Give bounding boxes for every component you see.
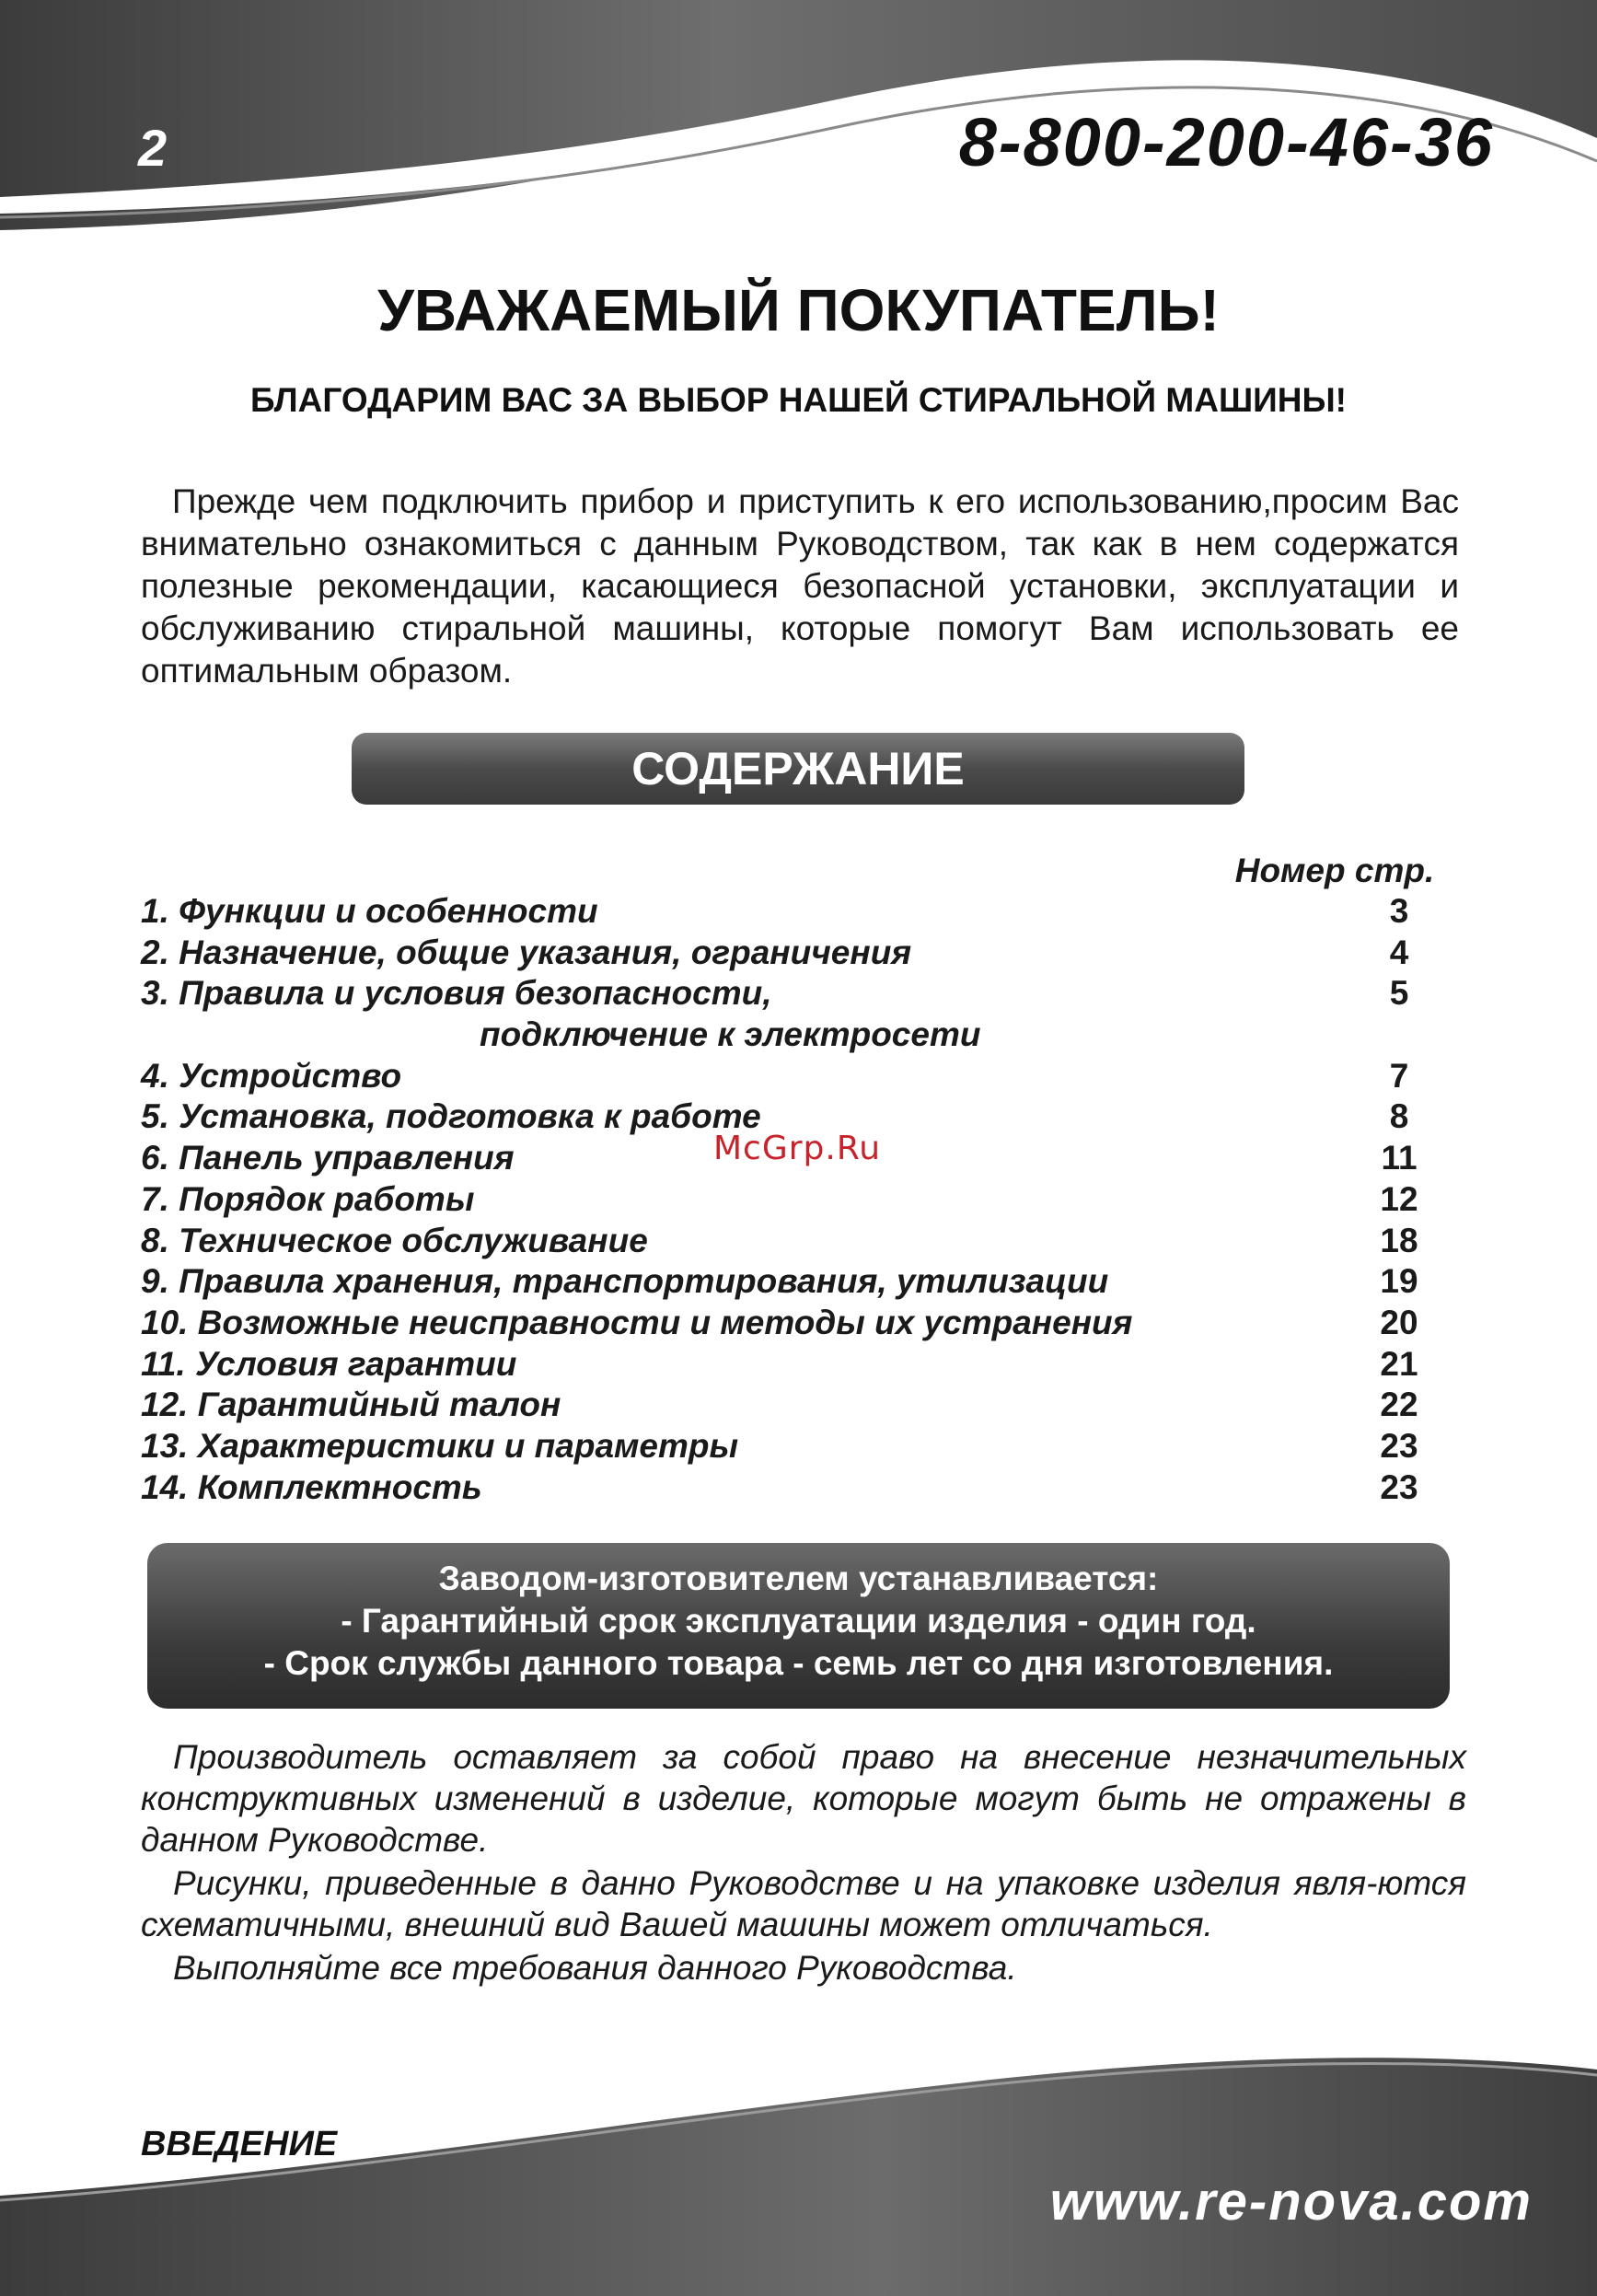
toc-item[interactable]: [141, 1385, 1466, 1426]
notice-line: - Срок службы данного товара - семь лет со дня изготовления.: [263, 1644, 1334, 1682]
toc-item-title: 7. Порядок работы: [141, 1179, 475, 1218]
toc-item-page: 19: [1380, 1262, 1418, 1301]
toc-item-title: 4. Устройство: [141, 1056, 402, 1095]
warranty-notice: [147, 1543, 1450, 1709]
toc-item-page: 8: [1389, 1097, 1409, 1136]
toc-item-page: 22: [1380, 1386, 1418, 1424]
toc-item-title: 5. Установка, подготовка к работе: [141, 1097, 761, 1136]
website-link[interactable]: www.re-nova.com: [1049, 2172, 1533, 2232]
toc-item-title: 6. Панель управления: [141, 1139, 515, 1177]
toc-item[interactable]: [141, 1261, 1466, 1303]
toc-item[interactable]: [141, 891, 1466, 933]
toc-item-page: 20: [1380, 1303, 1418, 1341]
toc-item-page: 11: [1381, 1139, 1418, 1177]
notice-line: - Гарантийный срок эксплуатации изделия - один год.: [341, 1602, 1256, 1640]
hotline-phone: 8-800-200-46-36: [958, 104, 1494, 180]
disclaimer-paragraph: Выполняйте все требования данного Руководства.: [173, 1949, 1017, 1987]
toc-item[interactable]: [141, 973, 1466, 1015]
toc-item-page: 7: [1389, 1056, 1409, 1095]
disclaimer: [141, 1736, 1466, 1990]
toc-page-column-label: Номер стр.: [1234, 852, 1435, 889]
toc-item[interactable]: [141, 1221, 1466, 1262]
toc-item[interactable]: [141, 1179, 1466, 1221]
toc-item-title: 14. Комплектность: [141, 1467, 482, 1506]
toc-item-page: 23: [1380, 1426, 1418, 1465]
toc-item-title: 12. Гарантийный талон: [141, 1386, 561, 1424]
toc-item-title: 11. Условия гарантии: [141, 1344, 517, 1383]
toc-item-page: 3: [1389, 892, 1409, 930]
toc-item-title: 2. Назначение, общие указания, ограничения: [141, 933, 912, 971]
toc-item-page: 23: [1380, 1467, 1418, 1506]
toc-item-title: 8. Техническое обслуживание: [141, 1221, 648, 1259]
toc-item-title: 9. Правила хранения, транспортирования, утилизации: [141, 1262, 1109, 1301]
toc-item-title: 13. Характеристики и параметры: [141, 1426, 739, 1465]
toc-item[interactable]: [141, 933, 1466, 974]
toc-item-continuation: [141, 1015, 1466, 1056]
toc-item-page: 18: [1380, 1221, 1418, 1259]
toc-item-title: подключение к электросети: [480, 1015, 981, 1054]
toc-header: СОДЕРЖАНИЕ: [352, 733, 1244, 805]
toc-item-title: 3. Правила и условия безопасности,: [141, 974, 772, 1013]
intro-paragraph: Прежде чем подключить прибор и приступить к его использованию,просим Вас внимательно ознакомиться с данным Руководством, так как в нем содержатся полезные рекомендации, касающиеся безопасной установки, эксплуатации и обслуживанию стиральной машины, которые помогут Вам использовать ее оптимальным образом.: [141, 482, 1459, 690]
watermark: McGrp.Ru: [713, 1130, 882, 1167]
disclaimer-paragraph: Рисунки, приведенные в данно Руководстве и на упаковке изделия явля-ются схематичными, внешний вид Вашей машины может отличаться.: [141, 1864, 1466, 1943]
toc-item[interactable]: [141, 1344, 1466, 1386]
notice-line: Заводом-изготовителем устанавливается:: [438, 1560, 1159, 1597]
toc-item[interactable]: [141, 1467, 1466, 1509]
page-title: УВАЖАЕМЫЙ ПОКУПАТЕЛЬ!: [377, 277, 1220, 343]
toc-item-title: 10. Возможные неисправности и методы их устранения: [141, 1303, 1133, 1341]
page-number: 2: [138, 119, 168, 177]
toc-item[interactable]: [141, 1426, 1466, 1467]
toc-item-page: 21: [1380, 1344, 1418, 1383]
table-of-contents: [141, 891, 1466, 1508]
disclaimer-paragraph: Производитель оставляет за собой право на внесение незначительных конструктивных изменений в изделие, которые могут быть не отражены в данном Руководстве.: [141, 1738, 1466, 1859]
toc-item-page: [1335, 1015, 1464, 1056]
section-label: ВВЕДЕНИЕ: [141, 2125, 338, 2163]
toc-item-page: 5: [1389, 974, 1409, 1013]
toc-item-page: 12: [1380, 1179, 1418, 1218]
toc-item-page: 4: [1389, 933, 1409, 971]
toc-item[interactable]: [141, 1056, 1466, 1097]
toc-item-title: 1. Функции и особенности: [141, 892, 598, 930]
toc-item[interactable]: [141, 1303, 1466, 1344]
page-subtitle: БЛАГОДАРИМ ВАС ЗА ВЫБОР НАШЕЙ СТИРАЛЬНОЙ МАШИНЫ!: [250, 381, 1347, 419]
